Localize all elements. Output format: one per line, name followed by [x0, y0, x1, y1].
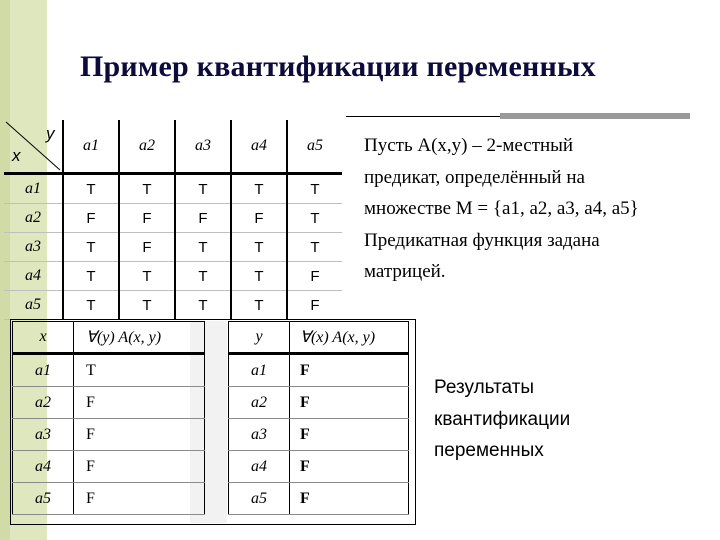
matrix-row — [4, 262, 342, 291]
results-note-line: квантификации — [434, 408, 571, 430]
matrix-cell: T — [63, 233, 119, 262]
matrix-row-header: a2 — [4, 204, 63, 233]
forall-x-var-header: y — [229, 322, 290, 354]
forall-x-value: F — [290, 419, 409, 451]
matrix-cell: T — [63, 262, 119, 291]
forall-x-value: F — [290, 451, 409, 483]
matrix-cell: F — [287, 262, 342, 291]
matrix-cell: T — [231, 174, 287, 204]
matrix-col-header: a1 — [63, 120, 119, 174]
predicate-description — [364, 130, 714, 288]
matrix-cell: F — [287, 291, 342, 320]
description-line: предикат, определённый на — [364, 166, 585, 188]
results-note-line: переменных — [434, 440, 544, 461]
matrix-row-header: a4 — [4, 262, 63, 291]
matrix-cell: T — [63, 291, 119, 320]
matrix-cell: F — [119, 233, 175, 262]
matrix-cell: F — [119, 204, 175, 233]
forall-y-value: F — [74, 419, 205, 451]
forall-x-expr-header: ∀(x) A(x, y) — [290, 322, 409, 354]
matrix-cell: F — [63, 204, 119, 233]
forall-x-var: a1 — [229, 354, 290, 387]
results-note-line: Результаты — [434, 377, 535, 398]
matrix-cell: T — [119, 291, 175, 320]
forall-y-var-header: x — [13, 322, 74, 354]
forall-x-value: F — [290, 483, 409, 515]
matrix-row — [4, 204, 342, 233]
forall-x-var: a2 — [229, 387, 290, 419]
matrix-row — [4, 291, 342, 320]
forall-y-header-row — [13, 322, 205, 354]
matrix-cell: F — [175, 204, 231, 233]
forall-x-var: a4 — [229, 451, 290, 483]
forall-y-row — [13, 483, 205, 515]
corner-y-label: y — [46, 124, 55, 143]
forall-y-value: F — [74, 387, 205, 419]
matrix-cell: T — [119, 174, 175, 204]
matrix-cell: T — [287, 204, 342, 233]
forall-x-value: F — [290, 354, 409, 387]
matrix-col-header: a3 — [175, 120, 231, 174]
title-accent-bar — [500, 113, 690, 119]
corner-x-label: x — [12, 146, 21, 165]
matrix-col-header: a2 — [119, 120, 175, 174]
matrix-row-header: a1 — [4, 174, 63, 204]
matrix-cell: T — [231, 262, 287, 291]
description-line: матрицей. — [364, 261, 446, 282]
forall-x-row — [229, 451, 409, 483]
forall-x-var: a5 — [229, 483, 290, 515]
forall-x-value: F — [290, 387, 409, 419]
forall-y-table — [12, 321, 205, 515]
forall-y-row — [13, 419, 205, 451]
slide-title: Пример квантификации переменных — [80, 50, 596, 83]
description-line: Предикатная функция задана — [364, 229, 600, 251]
forall-y-value: F — [74, 483, 205, 515]
matrix-cell: T — [287, 174, 342, 204]
results-note — [434, 372, 570, 467]
forall-y-var: a4 — [13, 451, 74, 483]
forall-x-row — [229, 419, 409, 451]
matrix-row-header: a3 — [4, 233, 63, 262]
forall-x-row — [229, 387, 409, 419]
matrix-cell: T — [175, 291, 231, 320]
matrix-cell: T — [175, 233, 231, 262]
forall-x-var: a3 — [229, 419, 290, 451]
forall-y-row — [13, 354, 205, 387]
predicate-matrix — [4, 120, 342, 320]
forall-x-header-row — [229, 322, 409, 354]
matrix-cell: T — [175, 262, 231, 291]
matrix-cell: T — [119, 262, 175, 291]
description-line: множестве М = {a1, a2, a3, a4, a5} — [364, 198, 639, 219]
forall-x-row — [229, 354, 409, 387]
forall-y-var: a2 — [13, 387, 74, 419]
matrix-row — [4, 233, 342, 262]
matrix-cell: T — [175, 174, 231, 204]
matrix-cell: F — [231, 204, 287, 233]
forall-y-value: F — [74, 451, 205, 483]
matrix-cell: T — [287, 233, 342, 262]
matrix-col-header: a4 — [231, 120, 287, 174]
forall-x-row — [229, 483, 409, 515]
forall-y-var: a3 — [13, 419, 74, 451]
forall-y-value: T — [74, 354, 205, 387]
forall-y-expr-header: ∀(y) A(x, y) — [74, 322, 205, 354]
matrix-col-header: a5 — [287, 120, 342, 174]
matrix-corner-cell — [4, 120, 63, 174]
forall-x-table — [228, 321, 409, 515]
forall-y-var: a1 — [13, 354, 74, 387]
matrix-row — [4, 174, 342, 204]
description-line: Пусть A(x,y) – 2-местный — [364, 135, 574, 156]
forall-y-row — [13, 387, 205, 419]
forall-y-row — [13, 451, 205, 483]
forall-y-var: a5 — [13, 483, 74, 515]
matrix-cell: T — [231, 291, 287, 320]
matrix-header-row — [4, 120, 342, 174]
matrix-cell: T — [231, 233, 287, 262]
matrix-cell: T — [63, 174, 119, 204]
matrix-row-header: a5 — [4, 291, 63, 320]
